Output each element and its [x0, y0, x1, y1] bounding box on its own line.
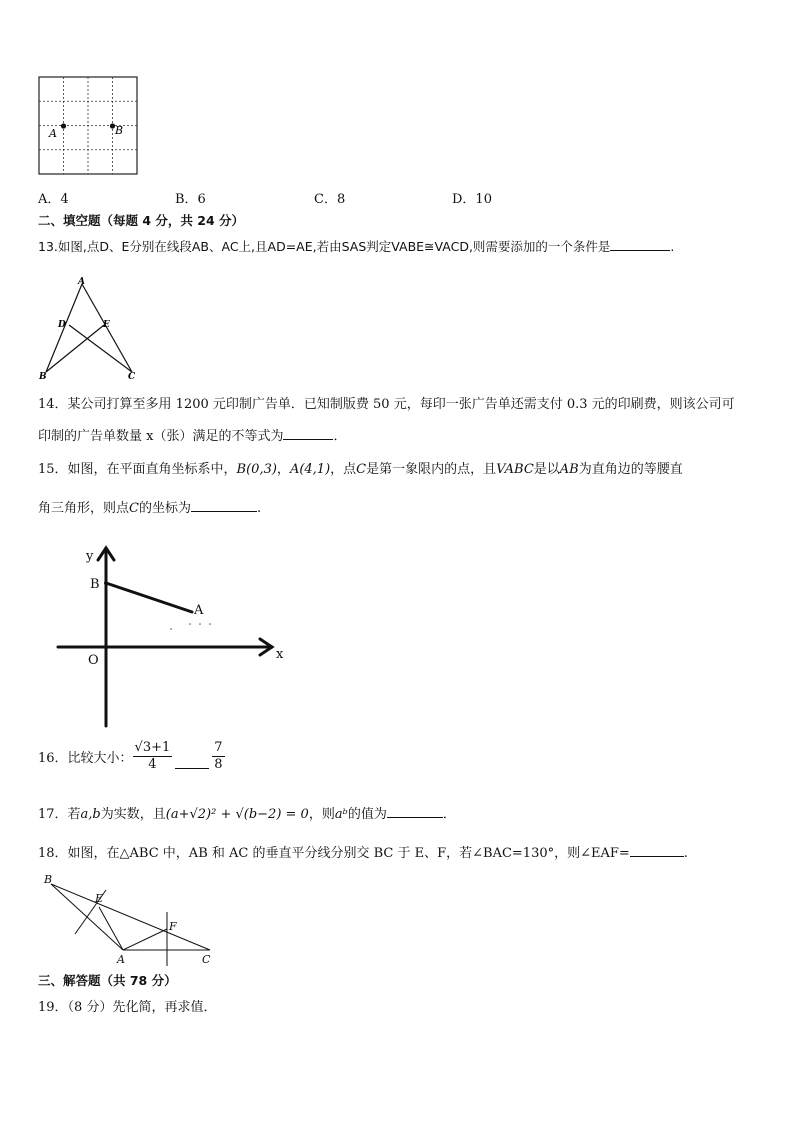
- q15-end: .: [256, 501, 262, 516]
- x-axis-label: x: [276, 647, 284, 662]
- question-15-line-1: [38, 462, 683, 478]
- point-b-label: B: [90, 577, 100, 592]
- q14-line-1: 14．某公司打算至多用 1200 元印制广告单．已知制版费 50 元，每印一张广告单还需支付 0.3 元的印刷费，则该公司可: [38, 397, 735, 412]
- q17-expr: (a+√2)² + √(b−2) = 0: [165, 807, 309, 822]
- q15-point-b: B(0,3): [236, 462, 277, 477]
- q13-text: 13.如图,点D、E分别在线段AB、AC上,且AD=AE,若由SAS判定VABE≅VACD,则需要添加的一个条件是: [38, 239, 611, 254]
- q13-label-a: A: [78, 277, 85, 287]
- label-a: A: [49, 127, 57, 140]
- grid-figure: [38, 76, 140, 176]
- q17-p1: 17．若: [38, 807, 81, 822]
- q15-p2: ，点: [330, 462, 357, 477]
- q13-label-b: B: [39, 372, 47, 382]
- question-13: [38, 239, 674, 255]
- q14-end: ．: [333, 429, 347, 444]
- q18-triangle-figure: [38, 870, 220, 968]
- q14-answer-blank: [283, 428, 333, 440]
- q15-ab: AB: [559, 462, 579, 477]
- q13-label-c: C: [128, 372, 136, 382]
- q15-p4: 是以: [533, 462, 560, 477]
- question-16: [38, 740, 225, 773]
- q15-line2a: 角三角形，则点: [38, 501, 130, 516]
- q18-label-e: E: [95, 892, 104, 905]
- question-17: [38, 806, 456, 823]
- q17-power: aᵇ: [334, 807, 348, 822]
- q15-p5: 为直角边的等腰直: [578, 462, 683, 477]
- q17-vars: a,b: [80, 807, 101, 822]
- q18-label-f: F: [169, 920, 177, 933]
- q14-line-2: 印制的广告单数量 x（张）满足的不等式为: [38, 429, 284, 444]
- q13-end: .: [670, 239, 675, 254]
- y-axis-label: y: [86, 549, 94, 564]
- q15-line2b: 的坐标为: [138, 501, 191, 516]
- q18-text: 18．如图，在△ABC 中，AB 和 AC 的垂直平分线分别交 BC 于 E、F，若∠BAC=130°，则∠EAF=: [38, 846, 630, 861]
- option-c: C．8: [314, 192, 346, 207]
- q13-answer-blank: [610, 239, 670, 251]
- label-b: B: [115, 124, 124, 137]
- q15-sep: ，: [276, 462, 290, 477]
- q16-frac2-num: 7: [214, 740, 223, 755]
- option-a: A．4: [38, 192, 69, 207]
- q15-point-c: C: [356, 462, 367, 477]
- option-b: B．6: [175, 192, 206, 207]
- q18-label-c: C: [202, 953, 211, 966]
- q17-p4: 的值为: [347, 807, 387, 822]
- question-18: [38, 845, 688, 862]
- origin-label: O: [88, 653, 99, 668]
- question-15-line-2: [38, 500, 261, 517]
- q15-p1: 15．如图，在平面直角坐标系中，: [38, 462, 237, 477]
- coordinate-figure: [54, 540, 294, 730]
- q17-end: ．: [442, 807, 456, 822]
- point-a: [61, 123, 66, 128]
- point-a-label: A: [194, 603, 204, 618]
- q16-frac1-num: √3+1: [134, 740, 171, 755]
- q16-fraction-1: [133, 740, 173, 773]
- q15-triangle: VABC: [496, 462, 534, 477]
- q17-p2: 为实数，且: [100, 807, 166, 822]
- q13-triangle-figure: [36, 276, 142, 382]
- q16-frac2-den: 8: [214, 757, 223, 772]
- q15-p3: 是第一象限内的点，且: [366, 462, 497, 477]
- q17-p3: ，则: [308, 807, 335, 822]
- q18-answer-blank: [630, 845, 684, 857]
- q17-answer-blank: [387, 806, 443, 818]
- q13-label-e: E: [103, 320, 110, 330]
- q15-point-a: A(4,1): [289, 462, 331, 477]
- q13-label-d: D: [58, 320, 66, 330]
- q15-line2c: C: [129, 501, 139, 516]
- section-3-title: 三、解答题（共 78 分）: [38, 973, 177, 988]
- q18-end: .: [683, 846, 688, 861]
- question-19: 19．（8 分）先化简，再求值．: [38, 1000, 217, 1015]
- q15-answer-blank: [191, 500, 257, 512]
- q16-text: 16．比较大小：: [38, 751, 133, 766]
- q18-label-a: A: [117, 953, 125, 966]
- section-2-title: 二、填空题（每题 4 分，共 24 分）: [38, 213, 245, 228]
- q16-fraction-2: [212, 740, 224, 773]
- q18-label-b: B: [44, 873, 53, 886]
- question-14-line-2: [38, 428, 346, 445]
- option-d: D．10: [452, 192, 492, 207]
- q16-answer-blank: [175, 757, 209, 769]
- q16-frac1-den: 4: [148, 757, 157, 772]
